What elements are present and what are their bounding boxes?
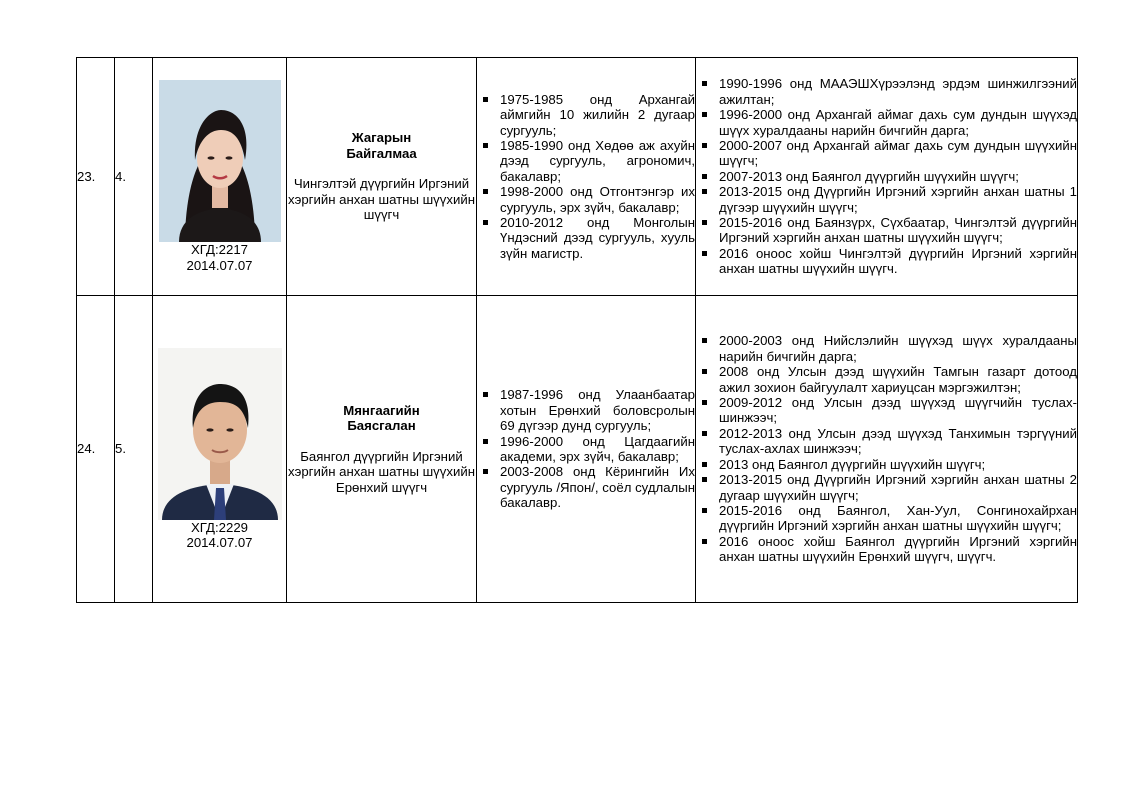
list-item: 2012-2013 онд Улсын дээд шүүхэд Танхимын тэргүүний туслах-ахлах шинжээч; [696,426,1077,457]
portrait-photo [158,348,282,520]
list-item: 1985-1990 онд Хөдөө аж ахуйн дээд сургууль, агрономич, бакалавр; [477,138,695,184]
list-item: 2010-2012 онд Монголын Үндэсний дээд сургууль, хууль зүйн магистр. [477,215,695,261]
table-row [77,58,1078,296]
experience-cell [696,296,1078,603]
list-item: 2013-2015 онд Дүүргийн Иргэний хэргийн анхан шатны 1 дүгээр шүүхийн шүүгч; [696,184,1077,215]
list-item: 1998-2000 онд Отгонтэнгэр их сургууль, эрх зүйч, бакалавр; [477,184,695,215]
row-subnumber: 4. [115,58,153,296]
list-item: 2015-2016 онд Баянгол, Хан-Уул, Сонгинохайрхан дүүргийн Иргэний хэргийн анхан шатны шүүхийн шүүгч; [696,503,1077,534]
photo-date: 2014.07.07 [186,257,253,273]
list-item: 2013-2015 онд Дүүргийн Иргэний хэргийн анхан шатны 2 дугаар шүүхийн шүүгч; [696,472,1077,503]
list-item: 1987-1996 онд Улаанбаатар хотын Ерөнхий боловсролын 69 дүгээр дунд сургууль; [477,387,695,433]
photo-code: ХГД:2229 [191,519,248,535]
list-item: 1990-1996 онд МААЭШХүрээлэнд эрдэм шинжилгээний ажилтан; [696,76,1077,107]
experience-cell [696,58,1078,296]
judge-name-line1: Мянгаагийн [343,402,420,418]
list-item: 2016 оноос хойш Чингэлтэй дүүргийн Иргэний хэргийн анхан шатны шүүхийн шүүгч. [696,246,1077,277]
judge-position: Чингэлтэй дүүргийн Иргэний хэргийн анхан шатны шүүхийн шүүгч [288,176,475,223]
list-item: 1996-2000 онд Цагдаагийн академи, эрх зүйч, бакалавр; [477,434,695,465]
judge-name-line1: Жагарын [351,130,412,146]
list-item: 2000-2003 онд Нийслэлийн шүүхэд шүүх хуралдааны нарийн бичгийн дарга; [696,333,1077,364]
list-item: 2008 онд Улсын дээд шүүхийн Тамгын газарт дотоод ажил зохион байгуулалт хариуцсан мэргэжилтэн; [696,364,1077,395]
photo-cell [153,58,287,296]
row-number: 24. [77,296,115,603]
list-item: 1996-2000 онд Архангай аймаг дахь сум дундын шүүхэд шүүх хуралдааны нарийн бичгийн дарга; [696,107,1077,138]
list-item: 2009-2012 онд Улсын дээд шүүхэд шүүгчийн туслах-шинжээч; [696,395,1077,426]
row-number: 23. [77,58,115,296]
judge-cell [287,58,477,296]
list-item: 2013 онд Баянгол дүүргийн шүүхийн шүүгч; [696,457,1077,472]
judge-name-line2: Байгалмаа [346,145,417,161]
judge-position: Баянгол дүүргийн Иргэний хэргийн анхан шатны шүүхийн Ерөнхий шүүгч [288,448,475,495]
experience-list [696,333,1077,564]
judge-cell [287,296,477,603]
photo-cell [153,296,287,603]
list-item: 2003-2008 онд Кёрингийн Их сургууль /Япон/, соёл судлалын бакалавр. [477,464,695,510]
list-item: 2007-2013 онд Баянгол дүүргийн шүүхийн шүүгч; [696,169,1077,184]
education-cell [477,58,696,296]
table-row [77,296,1078,603]
row-subnumber: 5. [115,296,153,603]
list-item: 1975-1985 онд Архангай аймгийн 10 жилийн 2 дугаар сургууль; [477,92,695,138]
judge-name-line2: Баясгалан [347,418,416,434]
portrait-photo [159,80,281,242]
photo-code: ХГД:2217 [191,242,248,258]
photo-date: 2014.07.07 [186,535,253,550]
education-list [477,387,695,510]
list-item: 2015-2016 онд Баянзүрх, Сүхбаатар, Чингэлтэй дүүргийн Иргэний хэргийн анхан шатны шүүхийн шүүгч; [696,215,1077,246]
list-item: 2016 оноос хойш Баянгол дүүргийн Иргэний хэргийн анхан шатны шүүхийн Ерөнхий шүүгч, шүүгч. [696,534,1077,565]
judges-table [76,57,1078,603]
list-item: 2000-2007 онд Архангай аймаг дахь сум дундын шүүхийн шүүгч; [696,138,1077,169]
education-list [477,92,695,261]
experience-list [696,76,1077,276]
education-cell [477,296,696,603]
